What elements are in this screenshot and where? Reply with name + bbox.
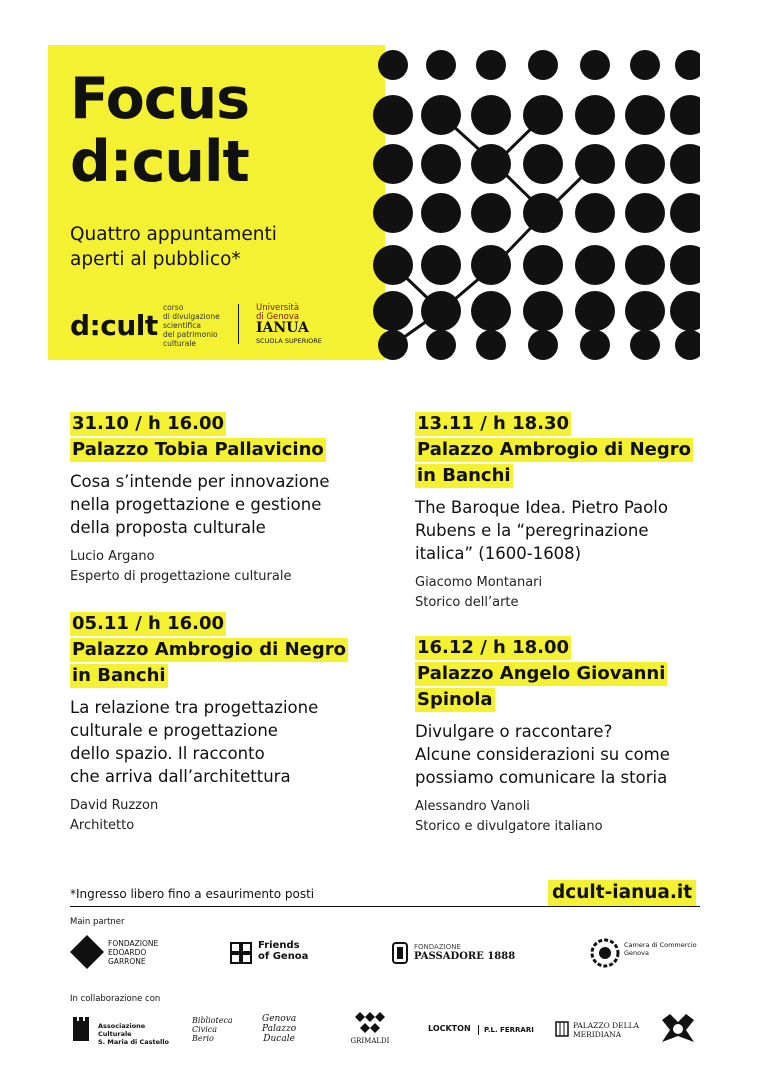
meridiana-line: PALAZZO DELLA (573, 1021, 639, 1030)
main-partner-label: Main partner (70, 917, 125, 927)
pattern-dot (378, 50, 408, 80)
meridiana-logo (555, 1019, 655, 1041)
event-venue: Palazzo Ambrogio di Negro (72, 639, 346, 660)
speaker-name: Alessandro Vanoli (415, 799, 530, 814)
speaker-role: Esperto di progettazione culturale (70, 569, 292, 584)
event-3 (415, 412, 735, 613)
garrone-line: EDOARDO (108, 948, 147, 957)
website-link[interactable]: dcult-ianua.it (548, 880, 696, 906)
pattern-dot (426, 50, 456, 80)
title-line: d:cult (70, 129, 249, 195)
dcult-description (163, 303, 220, 348)
pattern-dot (575, 144, 615, 184)
pattern-dot (476, 50, 506, 80)
title-line: Focus (70, 66, 250, 132)
emblem-logo (658, 1012, 698, 1048)
event-title-line: Alcune considerazioni su come (415, 745, 670, 764)
pattern-dot (523, 95, 563, 135)
subtitle-line: aperti al pubblico* (70, 249, 241, 270)
event-date: 05.11 / h 16.00 (72, 613, 225, 634)
desc-line: del patrimonio (163, 330, 218, 339)
speaker-role: Architetto (70, 818, 135, 833)
event-title (415, 496, 735, 565)
event-title-line: The Baroque Idea. Pietro Paolo (415, 498, 668, 517)
event-1 (70, 412, 390, 587)
berio-line: Biblioteca (192, 1016, 233, 1025)
pattern-dot (575, 95, 615, 135)
castello-line: S. Maria di Castello (98, 1038, 169, 1046)
pattern-dot (675, 330, 700, 360)
berio-logo (192, 1016, 233, 1043)
pattern-dot (625, 144, 665, 184)
friends-line: Friends (258, 940, 300, 951)
pattern-dot (471, 144, 511, 184)
event-speaker (70, 547, 390, 587)
ianua-logo: IANUA (256, 320, 309, 336)
event-title-line: che arriva dall’architettura (70, 767, 291, 786)
event-title-line: possiamo comunicare la storia (415, 768, 668, 787)
pattern-dot (471, 193, 511, 233)
dcult-logo: d:cult (70, 309, 158, 342)
pattern-dot (421, 193, 461, 233)
event-venue: Palazzo Angelo Giovanni (417, 663, 666, 684)
pattern-dot (625, 95, 665, 135)
pattern-dot (523, 144, 563, 184)
pattern-dot (421, 291, 461, 331)
pattern-dot (373, 95, 413, 135)
event-2 (70, 612, 390, 836)
event-speaker (415, 573, 735, 613)
event-title (70, 696, 390, 788)
pattern-dot (670, 95, 700, 135)
event-title-line: della proposta culturale (70, 518, 266, 537)
pattern-dot (670, 144, 700, 184)
pattern-dot (471, 95, 511, 135)
tower-icon (70, 1017, 92, 1041)
event-title-line: italica” (1600-1608) (415, 544, 582, 563)
speaker-name: David Ruzzon (70, 798, 159, 813)
pattern-dot (373, 291, 413, 331)
event-title-line: culturale e progettazione (70, 721, 278, 740)
event-title-line: nella progettazione e gestione (70, 495, 322, 514)
dot-pattern-graphic (345, 45, 700, 365)
desc-line: corso (163, 303, 184, 312)
event-title-line: Divulgare o raccontare? (415, 722, 613, 741)
desc-line: scientifica (163, 321, 201, 330)
event-title (415, 720, 735, 789)
event-venue: Palazzo Ambrogio di Negro (417, 439, 691, 460)
event-title-line: dello spazio. Il racconto (70, 744, 265, 763)
pattern-dot (523, 245, 563, 285)
pattern-dot (630, 330, 660, 360)
pattern-dot (630, 50, 660, 80)
pattern-dot (523, 193, 563, 233)
desc-line: culturale (163, 339, 197, 348)
event-title-line: La relazione tra progettazione (70, 698, 319, 717)
pattern-dot (670, 193, 700, 233)
pattern-dot (421, 245, 461, 285)
ducale-logo (262, 1014, 296, 1044)
speaker-name: Lucio Argano (70, 549, 155, 564)
university-line: Università (256, 303, 300, 313)
castello-logo (70, 1017, 175, 1045)
garrone-line: FONDAZIONE (108, 939, 159, 948)
event-venue: Palazzo Tobia Pallavicino (72, 439, 324, 460)
pattern-dot (523, 291, 563, 331)
ducale-line: Genova (262, 1014, 297, 1024)
pattern-dot (476, 330, 506, 360)
grimaldi-name: GRIMALDI (350, 1037, 390, 1045)
event-title (70, 470, 390, 539)
page-title (70, 68, 249, 194)
pattern-dot (373, 193, 413, 233)
pattern-dot (421, 144, 461, 184)
speaker-role: Storico e divulgatore italiano (415, 819, 603, 834)
pattern-dot (625, 193, 665, 233)
pattern-dot (378, 330, 408, 360)
pattern-dot (675, 50, 700, 80)
diamond-icon (355, 1012, 385, 1034)
event-date: 31.10 / h 16.00 (72, 413, 225, 434)
pattern-dot (575, 193, 615, 233)
pattern-dot (373, 144, 413, 184)
building-icon (555, 1021, 569, 1037)
event-title-line: Rubens e la “peregrinazione (415, 521, 649, 540)
passadore-icon (392, 942, 408, 964)
friends-of-genoa-logo (230, 940, 330, 970)
desc-line: di divulgazione (163, 312, 220, 321)
collaboration-label: In collaborazione con (70, 994, 161, 1004)
event-speaker (70, 796, 390, 836)
event-title-line: Cosa s’intende per innovazione (70, 472, 330, 491)
speaker-role: Storico dell’arte (415, 595, 519, 610)
ferrari-logo: P.L. FERRARI (478, 1025, 534, 1035)
pattern-dot (625, 245, 665, 285)
event-speaker (415, 797, 735, 837)
ducale-line: Ducale (263, 1034, 295, 1044)
logo-divider (238, 304, 239, 344)
passadore-small: FONDAZIONE (414, 943, 461, 951)
grimaldi-logo (340, 1012, 400, 1046)
cross-icon (230, 942, 252, 964)
event-venue: in Banchi (72, 665, 166, 686)
pattern-dot (421, 95, 461, 135)
camera-commercio-logo (590, 938, 700, 970)
pattern-dot (373, 245, 413, 285)
camera-line: Genova (624, 949, 649, 957)
event-date: 13.11 / h 18.30 (417, 413, 570, 434)
garrone-logo (70, 935, 185, 969)
pattern-dot (426, 330, 456, 360)
pattern-dot (670, 245, 700, 285)
event-4 (415, 636, 735, 837)
subtitle-line: Quattro appuntamenti (70, 224, 277, 245)
friends-line: of Genoa (258, 951, 309, 962)
event-date: 16.12 / h 18.00 (417, 637, 570, 658)
passadore-logo (392, 940, 532, 970)
speaker-name: Giacomo Montanari (415, 575, 543, 590)
passadore-name: PASSADORE 1888 (414, 951, 516, 962)
scuola-label: SCUOLA SUPERIORE (256, 337, 322, 345)
meridiana-line: MERIDIANA (573, 1030, 622, 1039)
subtitle (70, 222, 277, 272)
pattern-dot (580, 330, 610, 360)
event-venue: Spinola (417, 689, 493, 710)
emblem-icon (658, 1012, 698, 1048)
entry-note: *Ingresso libero fino a esaurimento posti (70, 887, 315, 901)
pattern-dot (528, 50, 558, 80)
ducale-line: Palazzo (262, 1024, 297, 1034)
event-venue: in Banchi (417, 465, 511, 486)
pattern-dot (575, 291, 615, 331)
camera-line: Camera di Commercio (624, 941, 697, 949)
garrone-icon (70, 935, 104, 969)
lockton-logo: LOCKTON (428, 1024, 471, 1033)
berio-line: Civica (192, 1025, 218, 1034)
pattern-dot (580, 50, 610, 80)
pattern-dot (471, 291, 511, 331)
footer-divider (70, 906, 700, 907)
pattern-dot (625, 291, 665, 331)
pattern-dot (670, 291, 700, 331)
garrone-line: GARRONE (108, 957, 146, 966)
castello-line: Associazione Culturale (98, 1022, 146, 1038)
gear-icon (590, 938, 620, 968)
pattern-dot (528, 330, 558, 360)
pattern-dot (575, 245, 615, 285)
university-line: di Genova (256, 312, 300, 322)
berio-line: Berio (192, 1034, 214, 1043)
pattern-dot (471, 245, 511, 285)
